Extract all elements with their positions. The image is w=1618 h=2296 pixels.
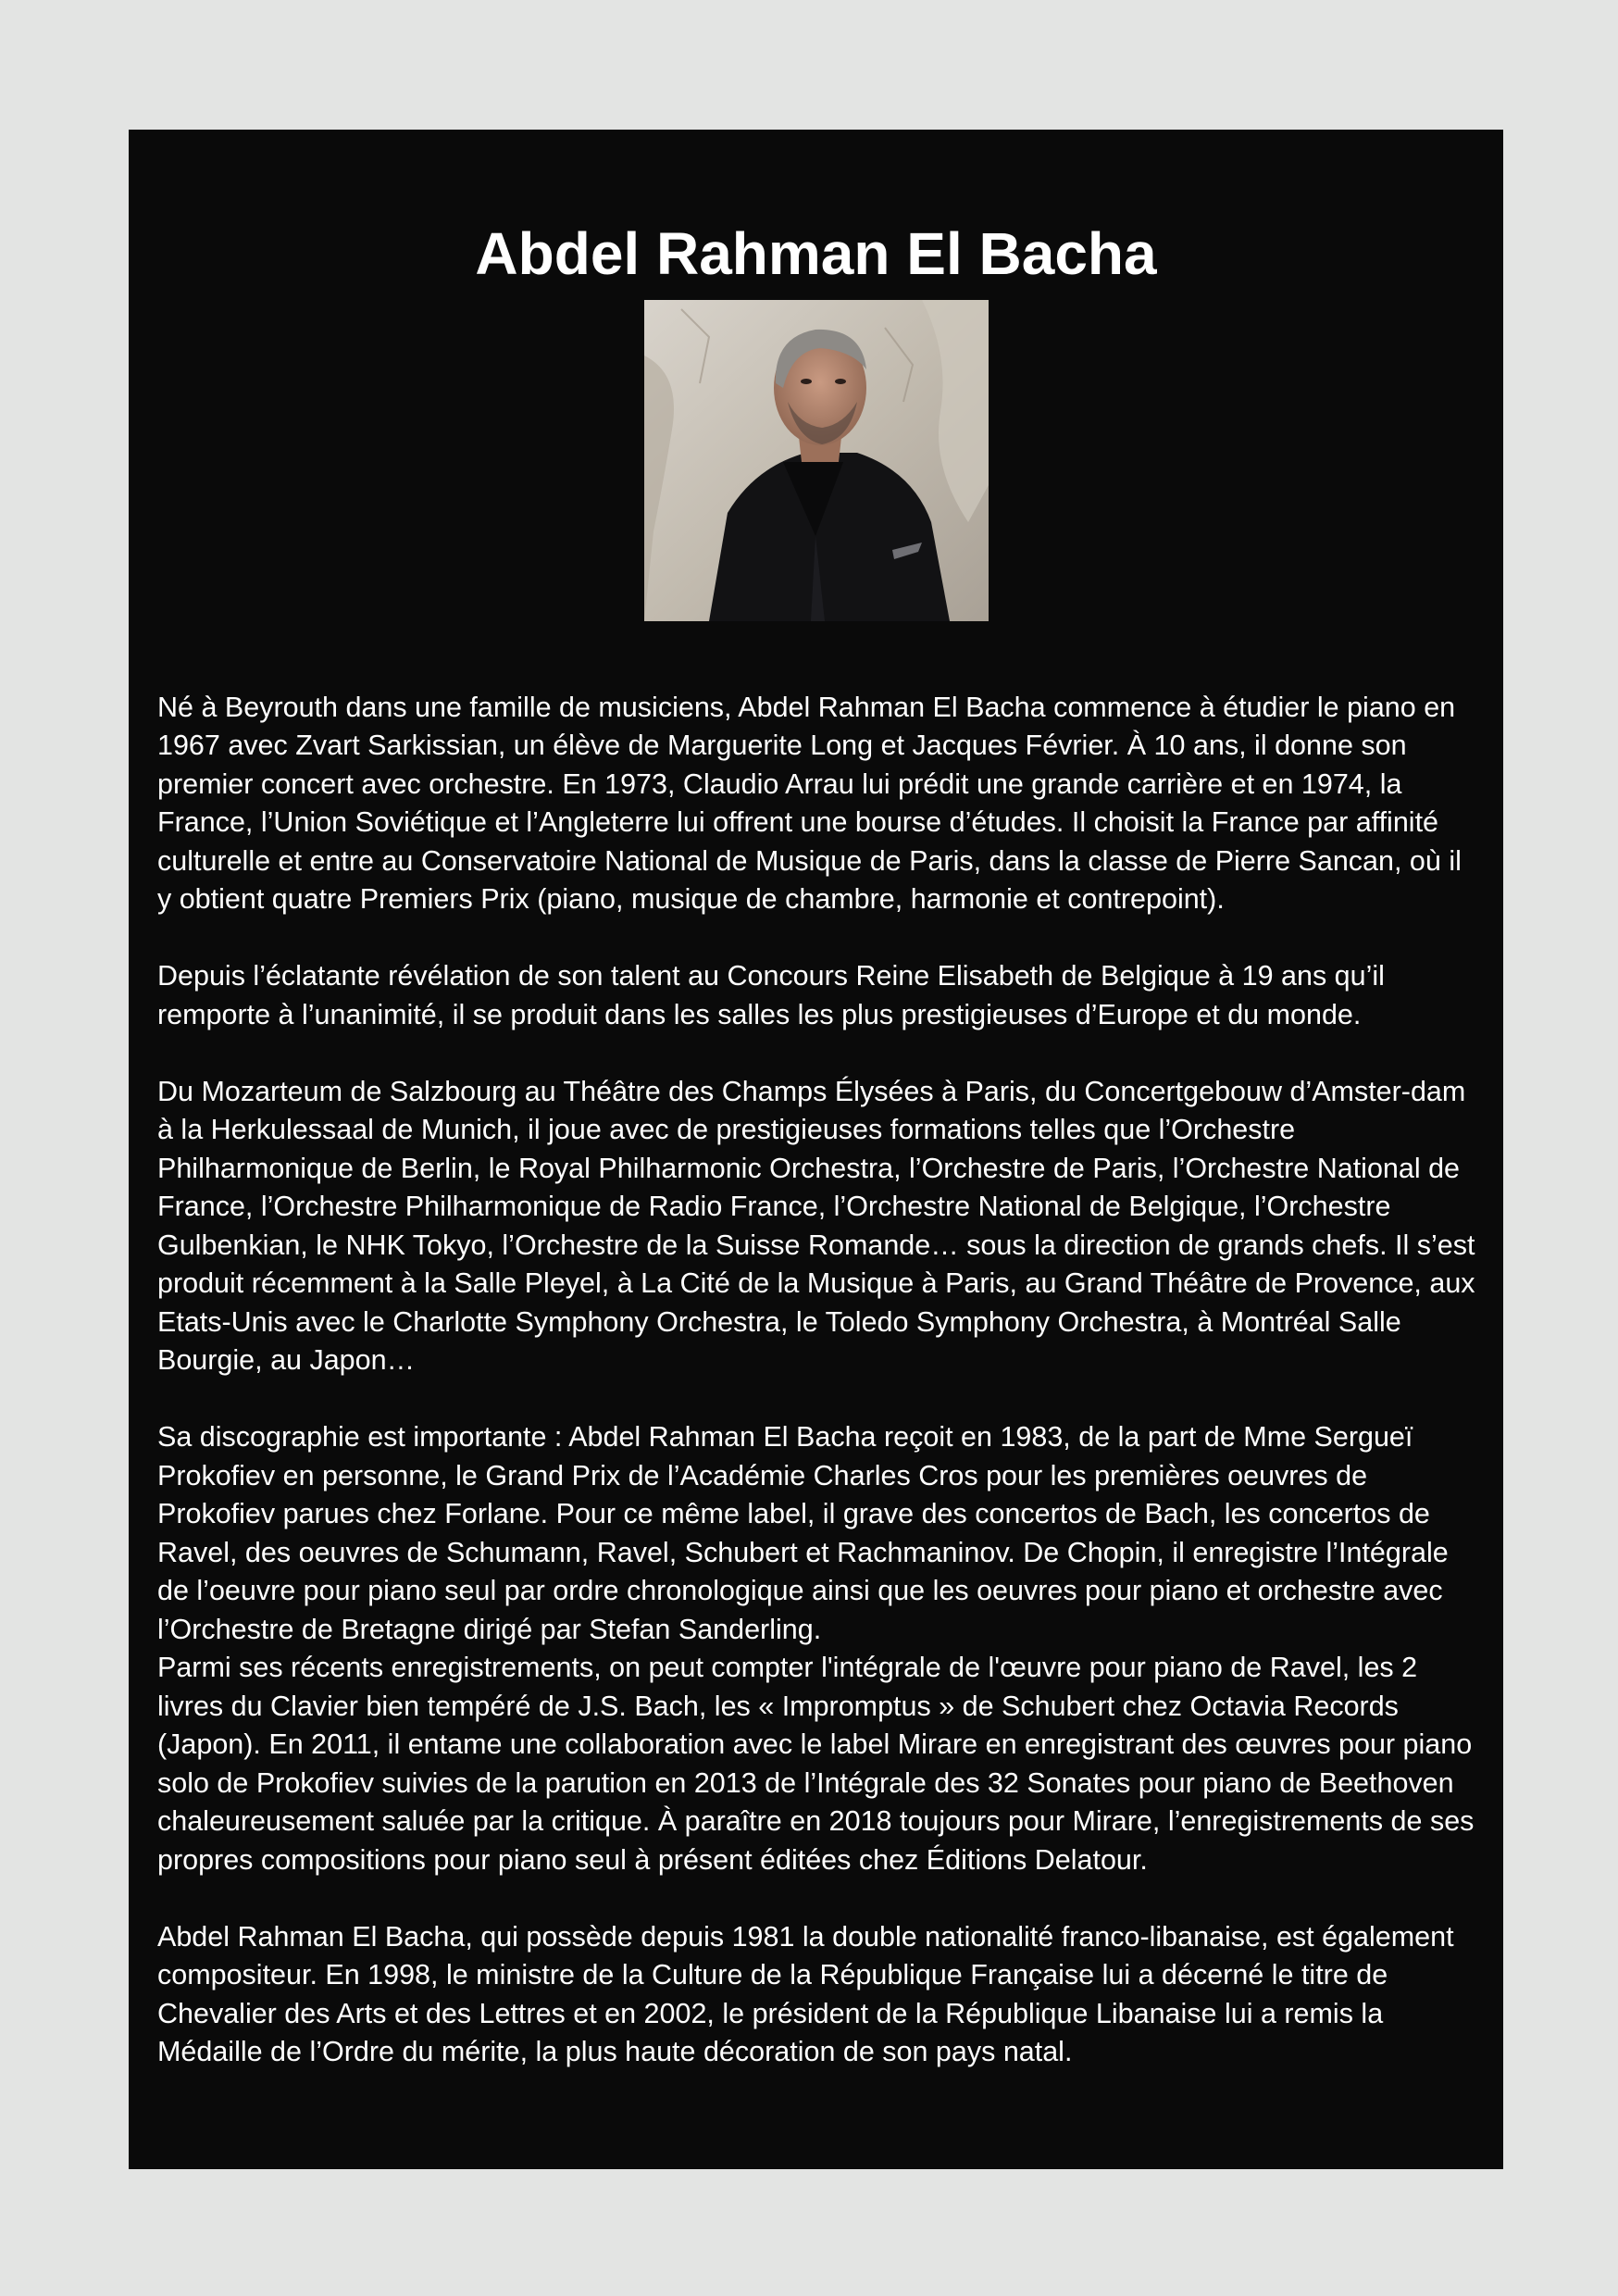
paragraph-4: Sa discographie est importante : Abdel Rahman El Bacha reçoit en 1983, de la part de Mme Sergueï Prokofiev en personne, le Grand Prix de l’Académie Charles Cros pour les premières oeuvres de Prokofiev parues chez Forlane. Pour ce même label, il grave des concertos de Bach, les concertos de Ravel, des oeuvres de Schumann, Ravel, Schubert et Rachmaninov. De Chopin, il enregistre l’Intégrale de l’oeuvre pour piano seul par ordre chronologique ainsi que les oeuvres pour piano et orchestre avec l’Orchestre de Bretagne dirigé par Stefan Sanderling. Parmi ses récents enregistrements, on peut compter l'intégrale de l'œuvre pour piano de Ravel, les 2 livres du Clavier bien tempéré de J.S. Bach, les « Impromptus » de Schubert chez Octavia Records (Japon). En 2011, il entame une collaboration avec le label Mirare en enregistrant des œuvres pour piano solo de Prokofiev suivies de la parution en 2013 de l’Intégrale des 32 Sonates pour piano de Beethoven chaleureusement saluée par la critique. À paraître en 2018 toujours pour Mirare, l’enregistrements de ses propres compositions pour piano seul à présent éditées chez Éditions Delatour.	[157, 1421, 1475, 1876]
portrait-photo	[644, 300, 989, 621]
bio-panel	[129, 130, 1503, 2169]
page-title: Abdel Rahman El Bacha	[475, 220, 1157, 287]
biography-text	[157, 650, 1481, 2072]
paragraph-3: Du Mozarteum de Salzbourg au Théâtre des Champs Élysées à Paris, du Concertgebouw d’Amster-dam à la Herkulessaal de Munich, il joue avec de prestigieuses formations telles que l’Orchestre Philharmonique de Berlin, le Royal Philharmonic Orchestra, l’Orchestre de Paris, l’Orchestre National de France, l’Orchestre Philharmonique de Radio France, l’Orchestre National de Belgique, l’Orchestre Gulbenkian, le NHK Tokyo, l’Orchestre de la Suisse Romande… sous la direction de grands chefs. Il s’est produit récemment à la Salle Pleyel, à La Cité de la Musique à Paris, au Grand Théâtre de Provence, aux Etats-Unis avec le Charlotte Symphony Orchestra, le Toledo Symphony Orchestra, à Montréal Salle Bourgie, au Japon…	[157, 1075, 1475, 1376]
paragraph-5: Abdel Rahman El Bacha, qui possède depuis 1981 la double nationalité franco-libanaise, est également compositeur. En 1998, le ministre de la Culture de la République Française lui a décerné le titre de Chevalier des Arts et des Lettres et en 2002, le président de la République Libanaise lui a remis la Médaille de l’Ordre du mérite, la plus haute décoration de son pays natal.	[157, 1920, 1454, 2067]
portrait-image	[644, 300, 989, 621]
paragraph-1: Né à Beyrouth dans une famille de musiciens, Abdel Rahman El Bacha commence à étudier le piano en 1967 avec Zvart Sarkissian, un élève de Marguerite Long et Jacques Février. À 10 ans, il donne son premier concert avec orchestre. En 1973, Claudio Arrau lui prédit une grande carrière et en 1974, la France, l’Union Soviétique et l’Angleterre lui offrent une bourse d’études. Il choisit la France par affinité culturelle et entre au Conservatoire National de Musique de Paris, dans la classe de Pierre Sancan, où il y obtient quatre Premiers Prix (piano, musique de chambre, harmonie et contrepoint).	[157, 691, 1462, 915]
paragraph-2: Depuis l’éclatante révélation de son talent au Concours Reine Elisabeth de Belgique à 19 ans qu’il remporte à l’unanimité, il se produit dans les salles les plus prestigieuses d’Europe et du monde.	[157, 960, 1385, 1030]
